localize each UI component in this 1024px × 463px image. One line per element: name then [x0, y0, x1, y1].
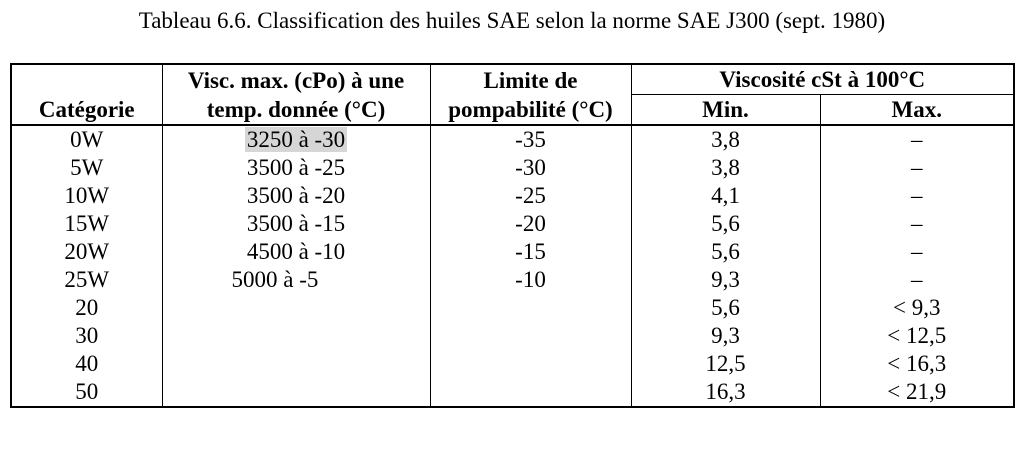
cell-category: 50 — [11, 378, 162, 407]
header-visc-max-line2: temp. donnée (°C) — [206, 96, 386, 122]
table-row — [11, 210, 1014, 238]
cell-min: 5,6 — [631, 294, 820, 322]
cell-visc-max — [162, 294, 430, 322]
header-visc-max — [162, 64, 430, 125]
cell-pump-limit: -35 — [430, 125, 631, 154]
cell-max: – — [820, 125, 1014, 154]
cell-min: 5,6 — [631, 210, 820, 238]
cell-pump-limit: -30 — [430, 154, 631, 182]
table-caption: Tableau 6.6. Classification des huiles SAE selon la norme SAE J300 (sept. 1980) — [138, 8, 886, 33]
table-row — [11, 378, 1014, 407]
header-category — [11, 64, 162, 125]
header-visc-max-line1: Visc. max. (cPo) à une — [187, 67, 405, 93]
cell-pump-limit: -15 — [430, 238, 631, 266]
cell-visc-max: 3500 à -15 — [162, 210, 430, 238]
cell-visc-max: 3500 à -20 — [162, 182, 430, 210]
cell-category: 25W — [11, 266, 162, 294]
table-row — [11, 294, 1014, 322]
cell-category: 10W — [11, 182, 162, 210]
table-row — [11, 350, 1014, 378]
cell-visc-max — [162, 125, 430, 154]
cell-visc-max: 4500 à -10 — [162, 238, 430, 266]
cell-visc-max: 3500 à -25 — [162, 154, 430, 182]
cell-visc-max: 5000 à -5 — [162, 266, 430, 294]
sae-classification-table — [10, 63, 1015, 408]
cell-category: 30 — [11, 322, 162, 350]
cell-pump-limit: -20 — [430, 210, 631, 238]
table-row — [11, 238, 1014, 266]
header-pump-limit-line2: pompabilité (°C) — [448, 96, 613, 122]
cell-min: 9,3 — [631, 266, 820, 294]
cell-pump-limit — [430, 350, 631, 378]
header-pump-limit-line1: Limite de — [483, 67, 578, 93]
header-viscosity-group: Viscosité cSt à 100°C — [631, 64, 1014, 95]
header-pump-limit — [430, 64, 631, 125]
cell-category: 40 — [11, 350, 162, 378]
cell-pump-limit — [430, 294, 631, 322]
cell-visc-max — [162, 322, 430, 350]
cell-pump-limit: -25 — [430, 182, 631, 210]
cell-category: 20W — [11, 238, 162, 266]
cell-min: 9,3 — [631, 322, 820, 350]
table-row — [11, 322, 1014, 350]
cell-category: 20 — [11, 294, 162, 322]
cell-max: – — [820, 210, 1014, 238]
header-category-label: Catégorie — [38, 97, 135, 122]
cell-category: 15W — [11, 210, 162, 238]
table-row — [11, 154, 1014, 182]
cell-max: < 21,9 — [820, 378, 1014, 407]
cell-min: 5,6 — [631, 238, 820, 266]
cell-min: 12,5 — [631, 350, 820, 378]
cell-pump-limit — [430, 378, 631, 407]
cell-max: – — [820, 238, 1014, 266]
cell-min: 3,8 — [631, 154, 820, 182]
highlighted-value: 3250 à -30 — [246, 127, 346, 152]
table-row — [11, 182, 1014, 210]
header-min: Min. — [631, 95, 820, 126]
cell-visc-max — [162, 378, 430, 407]
cell-max: < 9,3 — [820, 294, 1014, 322]
cell-max: – — [820, 266, 1014, 294]
cell-category: 5W — [11, 154, 162, 182]
header-max: Max. — [820, 95, 1014, 126]
cell-max: – — [820, 154, 1014, 182]
cell-max: – — [820, 182, 1014, 210]
cell-min: 3,8 — [631, 125, 820, 154]
cell-category: 0W — [11, 125, 162, 154]
cell-min: 16,3 — [631, 378, 820, 407]
cell-visc-max — [162, 350, 430, 378]
cell-pump-limit: -10 — [430, 266, 631, 294]
cell-max: < 12,5 — [820, 322, 1014, 350]
cell-pump-limit — [430, 322, 631, 350]
table-row — [11, 266, 1014, 294]
cell-max: < 16,3 — [820, 350, 1014, 378]
table-row — [11, 125, 1014, 154]
cell-min: 4,1 — [631, 182, 820, 210]
